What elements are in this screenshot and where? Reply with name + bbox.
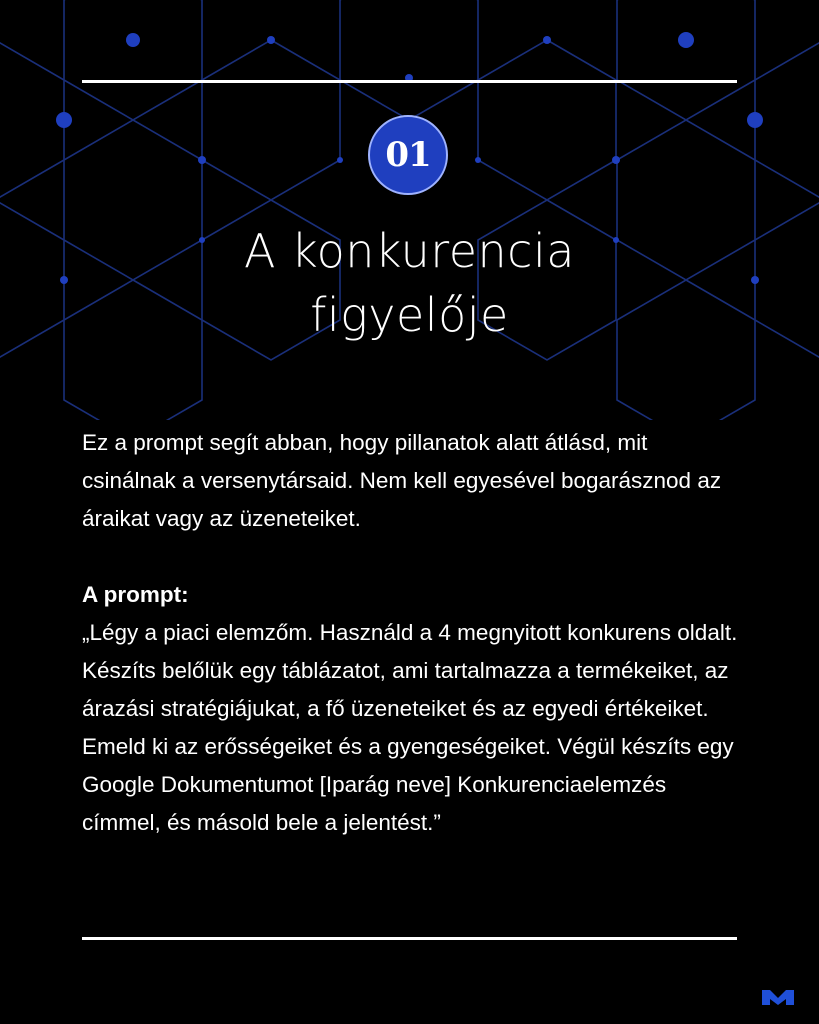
top-divider [82, 80, 737, 83]
bottom-divider [82, 937, 737, 940]
step-number: 01 [385, 135, 431, 175]
brand-logo-icon [762, 988, 794, 1005]
hexagon-network-pattern [0, 0, 819, 420]
body-content [82, 424, 742, 842]
step-number-badge [368, 115, 448, 195]
prompt-heading: A prompt: [82, 582, 189, 607]
intro-paragraph: Ez a prompt segít abban, hogy pillanatok alatt átlásd, mit csinálnak a versenytársaid. Nem kell egyesével bogarásznod az áraikat vagy az üzeneteiket. [82, 430, 722, 531]
page-title-line-1: A konkurencia [244, 224, 575, 278]
prompt-text: „Légy a piaci elemzőm. Használd a 4 megnyitott konkurens oldalt. Készíts belőlük egy táblázatot, ami tartalmazza a termékeiket, az árazási stratégiájukat, a fő üzeneteiket és az egyedi értékeiket. Emeld ki az erősségeiket és a gyengeségeiket. Végül készíts egy Google Dokumentumot [Iparág neve] Konkurenciaelemzés címmel, és másold bele a jelentést.” [82, 620, 738, 835]
page-title-line-2: figyelője [310, 288, 509, 342]
